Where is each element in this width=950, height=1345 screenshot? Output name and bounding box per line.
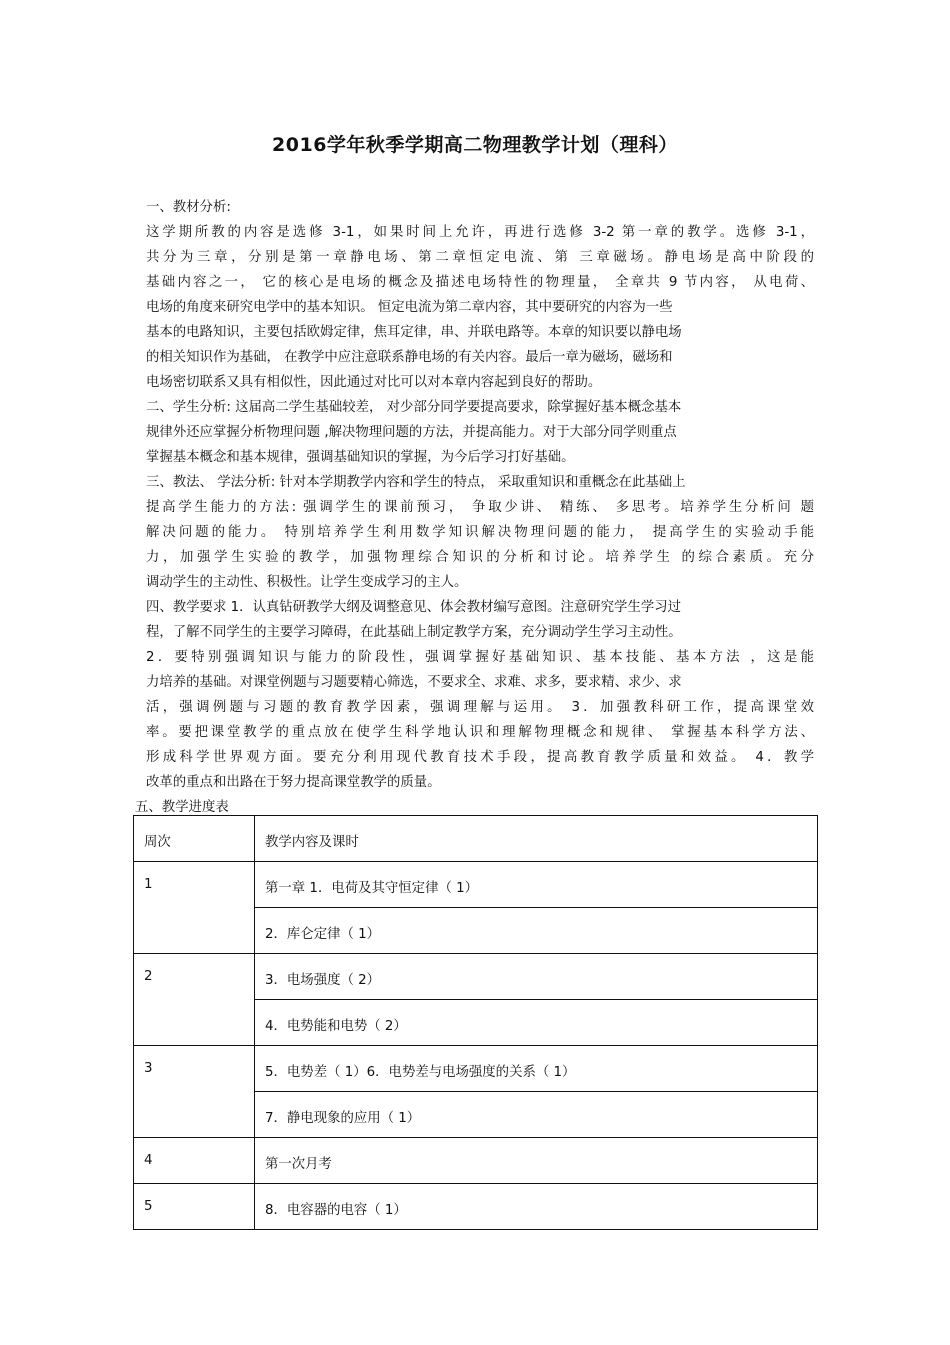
text-line: 基础内容之一， 它的核心是电场的概念及描述电场特性的物理量， 全章共 9 节内容， 从电荷、 [146, 275, 814, 290]
page-title: 2016学年秋季学期高二物理教学计划（理科） [272, 134, 678, 156]
week-cell: 5 [134, 1184, 255, 1230]
table-row [134, 1046, 818, 1092]
content-cell: 4．电势能和电势（ 2） [255, 1000, 818, 1046]
text-line: 改革的重点和出路在于努力提高课堂教学的质量。 [146, 775, 441, 790]
text-line: 电场密切联系又具有相似性，因此通过对比可以对本章内容起到良好的帮助。 [146, 375, 602, 390]
table-row [134, 1138, 818, 1184]
schedule-table [133, 815, 818, 1230]
document-body [135, 195, 814, 819]
schedule-table-title: 五、教学进度表 [135, 800, 229, 815]
text-line: 二、学生分析: 这届高二学生基础较差， 对少部分同学要提高要求，除掌握好基本概念基本 [146, 400, 682, 415]
text-line: 这学期所教的内容是选修 3-1，如果时间上允许，再进行选修 3-2 第一章的教学。选修 3-1， [146, 225, 814, 240]
header-week: 周次 [134, 816, 255, 862]
content-cell: 第一次月考 [255, 1138, 818, 1184]
content-cell: 2．库仑定律（ 1） [255, 908, 818, 954]
text-line: 程，了解不同学生的主要学习障碍，在此基础上制定教学方案，充分调动学生学习主动性。 [146, 625, 682, 640]
text-line: 基本的电路知识，主要包括欧姆定律，焦耳定律，串、并联电路等。本章的知识要以静电场 [146, 325, 682, 340]
content-cell: 7．静电现象的应用（ 1） [255, 1092, 818, 1138]
text-line: 的相关知识作为基础， 在教学中应注意联系静电场的有关内容。最后一章为磁场，磁场和 [146, 350, 673, 365]
header-content: 教学内容及课时 [255, 816, 818, 862]
content-cell: 8．电容器的电容（ 1） [255, 1184, 818, 1230]
text-line: 一、教材分析: [146, 200, 231, 215]
text-line: 规律外还应掌握分析物理问题 ,解决物理问题的方法，并提高能力。对于大部分同学则重点 [146, 425, 677, 440]
text-line: 活，强调例题与习题的教育教学因素，强调理解与运用。 3．加强教科研工作，提高课堂效 [146, 700, 814, 715]
week-cell: 2 [134, 954, 255, 1046]
table-row [134, 862, 818, 908]
text-line: 提高学生能力的方法: 强调学生的课前预习， 争取少讲、 精练、 多思考。培养学生分析问 题 [146, 500, 814, 515]
text-line: 力培养的基础。对课堂例题与习题要精心筛选，不要求全、求难、求多，要求精、求少、求 [146, 675, 682, 690]
text-line: 率。要把课堂教学的重点放在使学生科学地认识和理解物理概念和规律、 掌握基本科学方法、 [146, 725, 814, 740]
week-cell: 3 [134, 1046, 255, 1138]
week-cell: 4 [134, 1138, 255, 1184]
text-line: 解决问题的能力。 特别培养学生利用数学知识解决物理问题的能力， 提高学生的实验动手能 [146, 525, 814, 540]
text-line: 2．要特别强调知识与能力的阶段性，强调掌握好基础知识、基本技能、基本方法 ，这是能 [146, 650, 814, 665]
text-line: 共分为三章，分别是第一章静电场、第二章恒定电流、第 三章磁场。静电场是高中阶段的 [146, 250, 814, 265]
text-line: 形成科学世界观方面。要充分利用现代教育技术手段，提高教育教学质量和效益。 4．教学 [146, 750, 814, 765]
table-header-row [134, 816, 818, 862]
content-cell: 3．电场强度（ 2） [255, 954, 818, 1000]
week-cell: 1 [134, 862, 255, 954]
content-cell: 第一章 1．电荷及其守恒定律（ 1） [255, 862, 818, 908]
table-row [134, 1184, 818, 1230]
text-line: 三、教法、 学法分析: 针对本学期教学内容和学生的特点， 采取重知识和重概念在此基础上 [146, 475, 686, 490]
content-cell: 5．电势差（ 1）6．电势差与电场强度的关系（ 1） [255, 1046, 818, 1092]
text-line: 力，加强学生实验的教学，加强物理综合知识的分析和讨论。培养学生 的综合素质。充分 [146, 550, 814, 565]
text-line: 掌握基本概念和基本规律，强调基础知识的掌握，为今后学习打好基础。 [146, 450, 575, 465]
text-line: 四、教学要求 1．认真钻研教学大纲及调整意见、体会教材编写意图。注意研究学生学习过 [146, 600, 682, 615]
text-line: 电场的角度来研究电学中的基本知识。 恒定电流为第二章内容，其中要研究的内容为一些 [146, 300, 673, 315]
text-line: 调动学生的主动性、积极性。让学生变成学习的主人。 [146, 575, 468, 590]
table-row [134, 954, 818, 1000]
